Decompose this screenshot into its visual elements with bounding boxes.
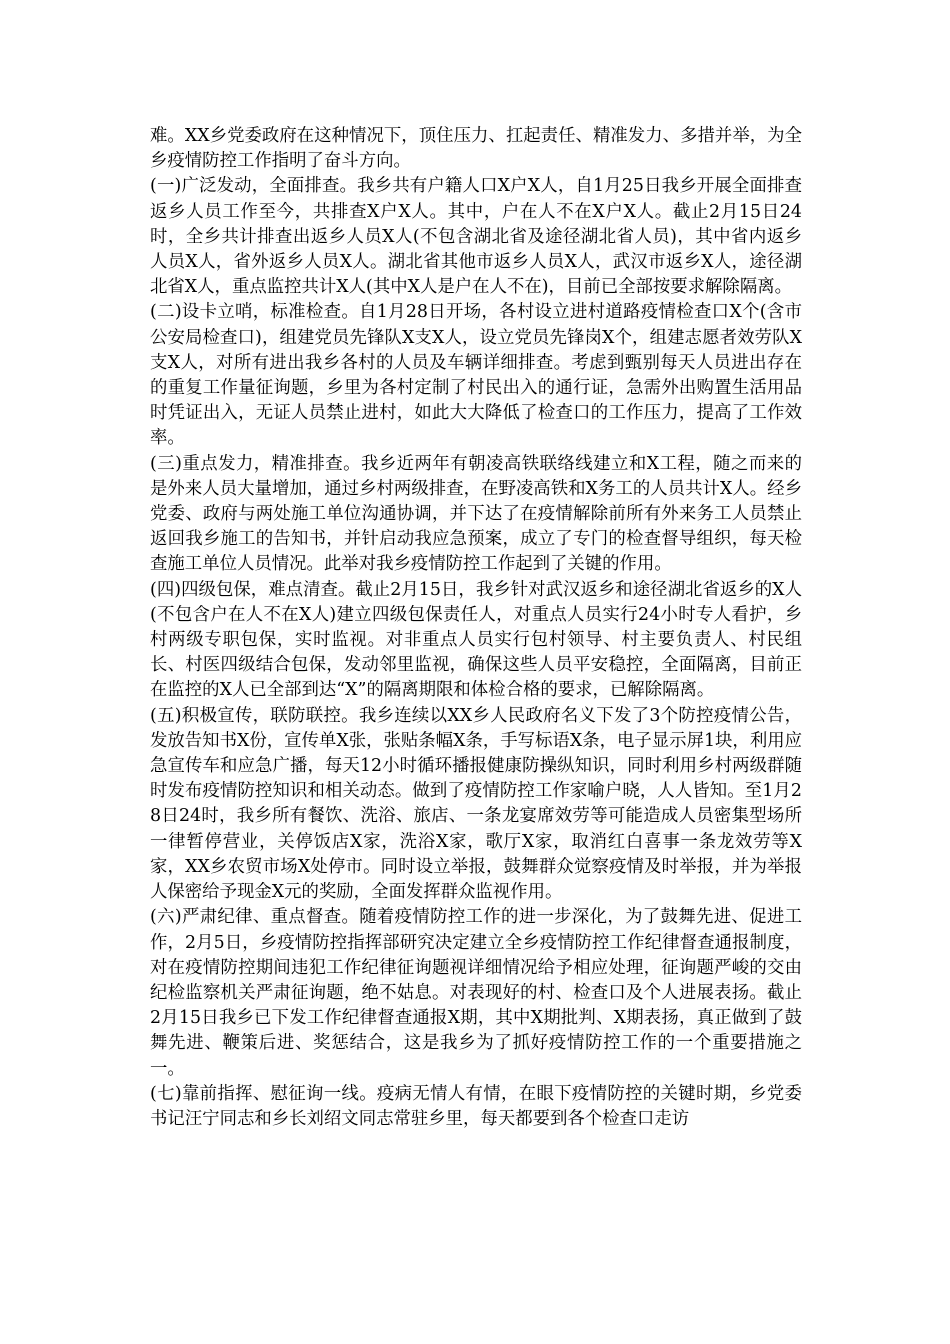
document-page	[150, 124, 802, 1132]
paragraph-section-6: (六)严肃纪律、重点督查。随着疫情防控工作的进一步深化，为了鼓舞先进、促进工作，2月5日，乡疫情防控指挥部研究决定建立全乡疫情防控工作纪律督查通报制度，对在疫情防控期间违犯工作纪律征询题视详细情况给予相应处理，征询题严峻的交由纪检监察机关严肃征询题，绝不姑息。对表现好的村、检查口及个人进展表扬。截止2月15日我乡已下发工作纪律督查通报X期，其中X期批判、X期表扬，真正做到了鼓舞先进、鞭策后进、奖惩结合，这是我乡为了抓好疫情防控工作的一个重要措施之一。	[150, 907, 802, 1079]
paragraph-section-5: (五)积极宣传，联防联控。我乡连续以XX乡人民政府名义下发了3个防控疫情公告，发放告知书X份，宣传单X张，张贴条幅X条，手写标语X条，电子显示屏1块，利用应急宣传车和应急广播，每天12小时循环播报健康防操纵知识，同时利用乡村两级群随时发布疫情防控知识和相关动态。做到了疫情防控工作家喻户晓，人人皆知。至1月28日24时，我乡所有餐饮、洗浴、旅店、一条龙宴席效劳等可能造成人员密集型场所一律暂停营业，关停饭店X家，洗浴X家，歌厅X家，取消红白喜事一条龙效劳等X家，XX乡农贸市场X处停市。同时设立举报，鼓舞群众觉察疫情及时举报，并为举报人保密给予现金X元的奖励，全面发挥群众监视作用。	[150, 705, 802, 903]
paragraph-section-4: (四)四级包保，难点清查。截止2月15日，我乡针对武汉返乡和途径湖北省返乡的X人(不包含户在人不在X人)建立四级包保责任人，对重点人员实行24小时专人看护，乡村两级专职包保，实时监视。对非重点人员实行包村领导、村主要负责人、村民组长、村医四级结合包保，发动邻里监视，确保这些人员平安稳控，全面隔离，目前正在监控的X人已全部到达“X”的隔离期限和体检合格的要求，已解除隔离。	[150, 579, 802, 701]
paragraph-section-3: (三)重点发力，精准排查。我乡近两年有朝凌高铁联络线建立和X工程，随之而来的是外来人员大量增加，通过乡村两级排查，在野凌高铁和X务工的人员共计X人。经乡党委、政府与两处施工单位沟通协调，并下达了在疫情解除前所有外来务工人员禁止返回我乡施工的告知书，并针启动我应急预案，成立了专门的检查督导组织，每天检查施工单位人员情况。此举对我乡疫情防控工作起到了关键的作用。	[150, 453, 802, 575]
paragraph-section-2: (二)设卡立哨，标准检查。自1月28日开场，各村设立进村道路疫情检查口X个(含市公安局检查口)，组建党员先锋队X支X人，设立党员先锋岗X个，组建志愿者效劳队X支X人，对所有进出我乡各村的人员及车辆详细排查。考虑到甄别每天人员进出存在的重复工作量征询题，乡里为各村定制了村民出入的通行证，急需外出购置生活用品时凭证出入，无证人员禁止进村，如此大大降低了检查口的工作压力，提高了工作效率。	[150, 302, 802, 449]
paragraph-intro-continuation: 难。XX乡党委政府在这种情况下，顶住压力、扛起责任、精准发力、多措并举，为全乡疫情防控工作指明了奋斗方向。	[150, 126, 802, 172]
paragraph-section-7: (七)靠前指挥、慰征询一线。疫病无情人有情，在眼下疫情防控的关键时期，乡党委书记汪宁同志和乡长刘绍文同志常驻乡里，每天都要到各个检查口走访	[150, 1083, 802, 1129]
paragraph-section-1: (一)广泛发动，全面排查。我乡共有户籍人口X户X人，自1月25日我乡开展全面排查返乡人员工作至今，共排查X户X人。其中，户在人不在X户X人。截止2月15日24时，全乡共计排查出返乡人员X人(不包含湖北省及途径湖北省人员)，其中省内返乡人员X人，省外返乡人员X人。湖北省其他市返乡人员X人，武汉市返乡X人，途径湖北省X人，重点监控共计X人(其中X人是户在人不在)，目前已全部按要求解除隔离。	[150, 176, 802, 298]
